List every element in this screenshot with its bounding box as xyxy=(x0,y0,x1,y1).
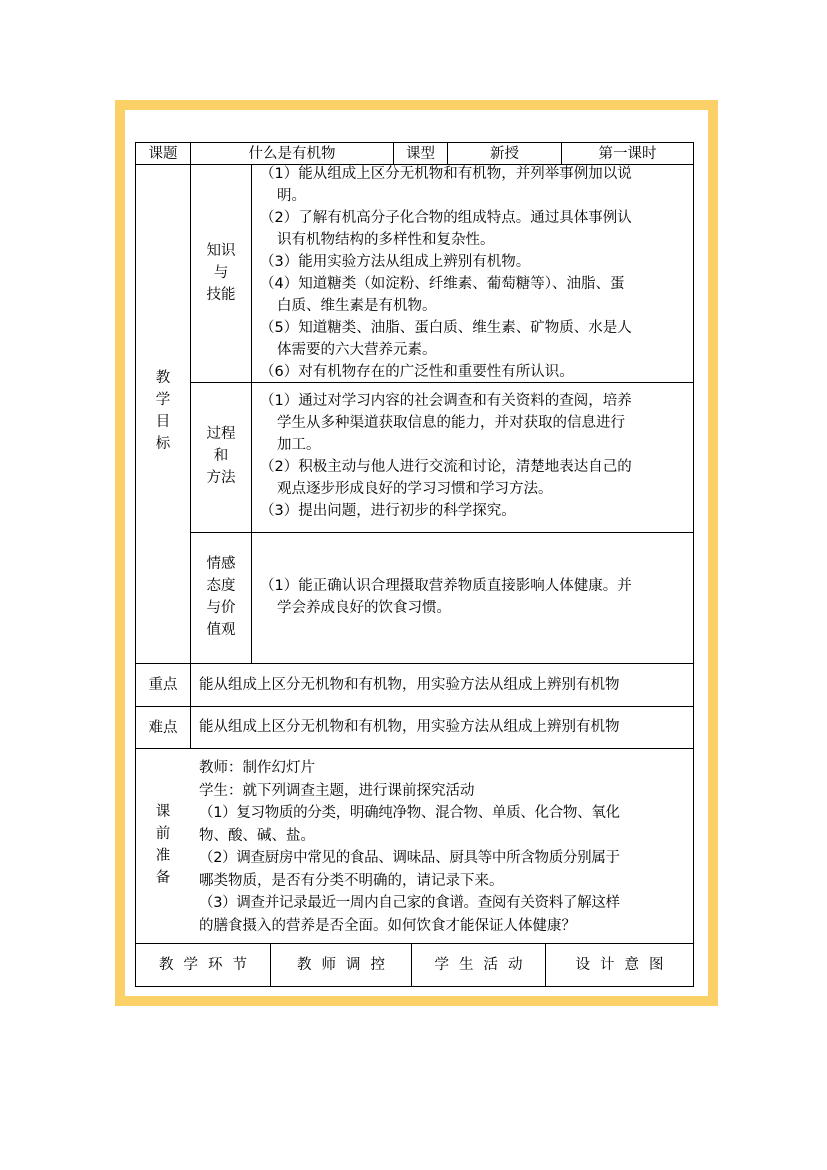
footer-student-activity: 学生活动 xyxy=(434,957,533,973)
lesson-title: 什么是有机物 xyxy=(248,145,336,162)
difficulty-label: 难点 xyxy=(148,719,178,736)
prep-text: 教师：制作幻灯片 学生：就下列调查主题，进行课前探究活动 （1）复习物质的分类，明确纯净物、混合物、单质、化合物、氧化 物、酸、碱、盐。 （2）调查厨房中常见的食品、调味品、厨具等中所含物质分别属于 哪类物质，是否有分类不明确的，请记录下来。 （3）调查并记录最近一周内自己家的食谱。查阅有关资料了解这样 的膳食摄入的营养是否全面。如何饮食才能保证人体健康？ xyxy=(199,760,620,934)
prep-label: 课 前 准 备 xyxy=(155,804,171,886)
knowledge-text: （1）能从组成上区分无机物和有机物，并列举事例加以说 明。 （2）了解有机高分子化合物的组成特点。通过具体事例认 识有机物结构的多样性和复杂性。 （3）能用实验方法从组成上辨别有机物。 （4）知道糖类（如淀粉、纤维素、葡萄糖等）、油脂、蛋 白质、维生素是有机物。 （5）知道糖类、油脂、蛋白质、维生素、矿物质、水是人 体需要的六大营养元素。 （6）对有机物存在的广泛性和重要性有所认识。 xyxy=(260,166,632,380)
rule-bottom xyxy=(135,986,694,987)
rule-right xyxy=(693,142,694,987)
difficulty-text: 能从组成上区分无机物和有机物，用实验方法从组成上辨别有机物 xyxy=(199,719,620,735)
lesson-type: 新授 xyxy=(490,145,519,162)
rule-process-bottom xyxy=(190,532,694,533)
footer-teaching-step: 教学环节 xyxy=(159,957,257,973)
keypoint-label: 重点 xyxy=(148,677,178,693)
attitude-text: （1）能正确认识合理摄取营养物质直接影响人体健康。并 学会养成良好的饮食习惯。 xyxy=(260,578,632,616)
process-text: （1）通过对学习内容的社会调查和有关资料的查阅，培养 学生从多种渠道获取信息的能力，并对获取的信息进行 加工。 （2）积极主动与他人进行交流和讨论，清楚地表达自己的 观点逐步形成良好的学习习惯和学习方法。 （3）提出问题，进行初步的科学探究。 xyxy=(260,393,632,519)
attitude-label: 情感 态度 与价 值观 xyxy=(206,556,236,638)
knowledge-label: 知识 与 技能 xyxy=(206,243,236,303)
keypoint-text: 能从组成上区分无机物和有机物，用实验方法从组成上辨别有机物 xyxy=(199,677,620,693)
footer-teacher-control: 教师调控 xyxy=(297,957,395,973)
process-label: 过程 和 方法 xyxy=(206,426,236,486)
rule-goals-bottom xyxy=(135,663,694,664)
header-kexing-label: 课型 xyxy=(406,145,435,162)
goals-label: 教 学 目 标 xyxy=(155,370,171,452)
rule-keypoint-bottom xyxy=(135,706,694,707)
lesson-period: 第一课时 xyxy=(598,145,657,162)
footer-design-intent: 设计意图 xyxy=(575,957,674,973)
rule-sublabel-col xyxy=(251,164,252,664)
header-keti-label: 课题 xyxy=(148,145,178,162)
rule-difficulty-bottom xyxy=(135,748,694,749)
